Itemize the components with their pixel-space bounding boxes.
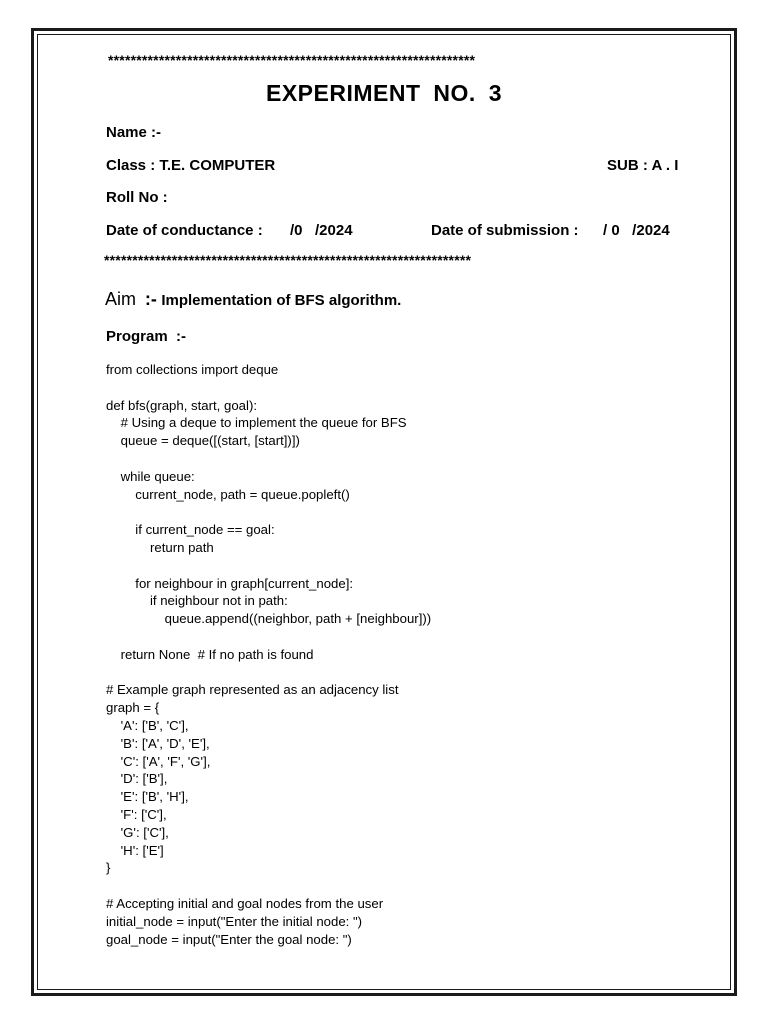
code-line: 'B': ['A', 'D', 'E'], [106,735,210,751]
code-line: # Accepting initial and goal nodes from the user [106,895,384,911]
code-block [106,361,431,948]
program-label: Program :- [106,328,187,345]
aim-text: Implementation of BFS algorithm. [161,292,402,309]
code-line: return path [106,539,214,555]
code-line: initial_node = input("Enter the initial node: ") [106,913,363,929]
code-line: } [106,860,111,876]
code-line [106,379,431,397]
code-line: 'D': ['B'], [106,771,168,787]
code-line [106,503,431,521]
class-label: Class : T.E. COMPUTER [106,157,276,174]
code-line: # Using a deque to implement the queue for BFS [106,415,407,431]
code-line [106,664,431,682]
code-line: from collections import deque [106,362,279,377]
roll-number-label: Roll No : [106,189,168,206]
code-line: 'E': ['B', 'H'], [106,789,189,805]
code-line: goal_node = input("Enter the goal node: ") [106,931,352,947]
aim-label: Aim [105,289,136,309]
code-line: current_node, path = queue.popleft() [106,486,350,502]
code-line: 'F': ['C'], [106,806,167,822]
code-line: return None # If no path is found [106,646,314,662]
asterisk-divider-bottom: ***************************************************************** [104,252,472,268]
name-label: Name :- [106,124,162,141]
date-of-submission-label: Date of submission : [431,222,579,239]
date-of-submission-value: / 0 /2024 [603,222,670,239]
code-line: # Example graph represented as an adjacency list [106,682,399,698]
date-of-conductance-value: /0 /2024 [290,222,353,239]
code-line: def bfs(graph, start, goal): [106,397,257,413]
code-line: 'A': ['B', 'C'], [106,717,189,733]
code-line: 'G': ['C'], [106,824,169,840]
asterisk-divider-top: ***************************************************************** [108,52,476,68]
experiment-title: EXPERIMENT NO. 3 [266,80,502,106]
aim-colon: :- [144,289,157,309]
code-line: if neighbour not in path: [106,593,288,609]
code-line: graph = { [106,700,160,716]
date-of-conductance-label: Date of conductance : [106,222,263,239]
code-line: 'C': ['A', 'F', 'G'], [106,753,211,769]
aim-heading [105,289,401,310]
code-line [106,557,431,575]
code-line: queue = deque([(start, [start])]) [106,433,300,449]
code-line: queue.append((neighbor, path + [neighbour])) [106,611,432,627]
code-line: for neighbour in graph[current_node]: [106,575,354,591]
code-line: while queue: [106,468,195,484]
code-line: if current_node == goal: [106,522,275,538]
code-line [106,450,431,468]
code-line [106,628,431,646]
code-line [106,877,431,895]
subject-label: SUB : A . I [607,157,679,174]
code-line: 'H': ['E'] [106,842,164,858]
